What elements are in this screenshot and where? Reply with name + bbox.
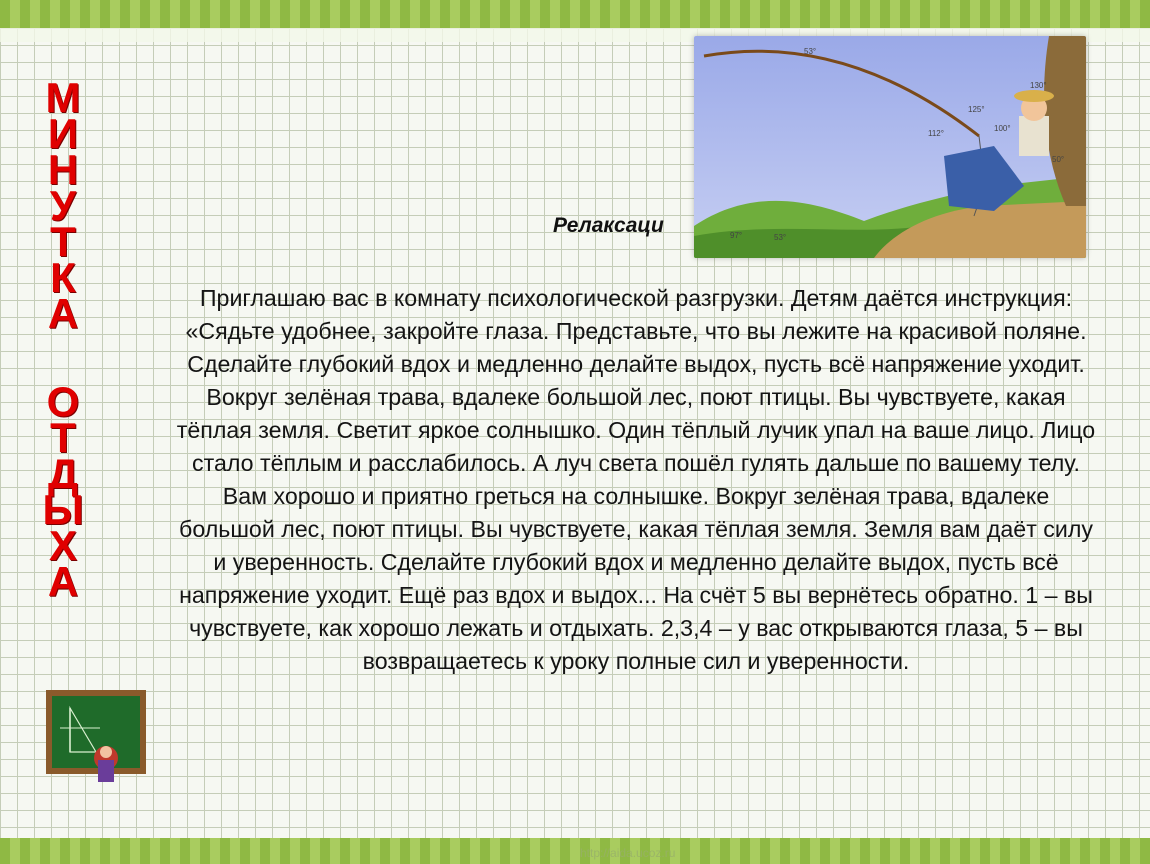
title-letter: Т: [50, 414, 76, 461]
school-board-illustration: [40, 688, 152, 784]
bottom-stripe-band: [0, 838, 1150, 864]
title-letter: Д: [48, 450, 78, 497]
title-letter: Т: [50, 218, 76, 265]
angle-label: 125°: [968, 105, 985, 114]
heading-relaxation: Релаксаци: [553, 214, 664, 237]
fisherman-illustration: [694, 36, 1086, 258]
title-letter: У: [49, 182, 77, 229]
footer-url: http://aida.ucoz.ru: [580, 846, 676, 860]
angle-label: 97°: [730, 231, 743, 240]
angle-label: 53°: [804, 47, 817, 56]
title-letter: И: [47, 110, 79, 157]
title-letter: Н: [47, 146, 79, 193]
title-letter: А: [47, 290, 79, 337]
angle-label: 100°: [994, 124, 1011, 133]
title-letter: Х: [48, 522, 77, 569]
angle-label: 50°: [1052, 155, 1065, 164]
top-stripe-band: [0, 0, 1150, 28]
vertical-title: [38, 74, 88, 605]
title-letter: К: [50, 254, 76, 301]
title-letter: М: [45, 74, 81, 121]
angle-label: 130°: [1030, 81, 1047, 90]
title-letter: О: [46, 378, 80, 425]
angle-label: 53°: [774, 233, 787, 242]
title-letter: Ы: [42, 486, 84, 533]
angle-label: 112°: [928, 129, 944, 138]
title-letter: А: [47, 558, 79, 605]
instruction-paragraph: Приглашаю вас в комнату психологической разгрузки. Детям даётся инструкция: «Сядьте удобнее, закройте глаза. Представьте, что вы лежите на красивой поляне. Сделайте глубокий вдох и медленно делайте выдох, пусть всё напряжение уходит. Вокруг зелёная трава, вдалеке большой лес, поют птицы. Вы чувствуете, какая тёплая земля. Светит яркое солнышко. Один тёплый лучик упал на ваше лицо. Лицо стало тёплым и расслабилось. А луч света пошёл гулять дальше по вашему телу. Вам хорошо и приятно греться на солнышке. Вокруг зелёная трава, вдалеке большой лес, поют птицы. Вы чувствуете, какая тёплая земля. Земля вам даёт силу и уверенность. Сделайте глубокий вдох и медленно делайте выдох, пусть всё напряжение уходит. Ещё раз вдох и выдох... На счёт 5 вы вернётесь обратно. 1 – вы чувствуете, как хорошо лежать и отдыхать. 2,3,4 – у вас открываются глаза, 5 – вы возвращаетесь к уроку полные сил и уверенности.: [176, 285, 1096, 674]
